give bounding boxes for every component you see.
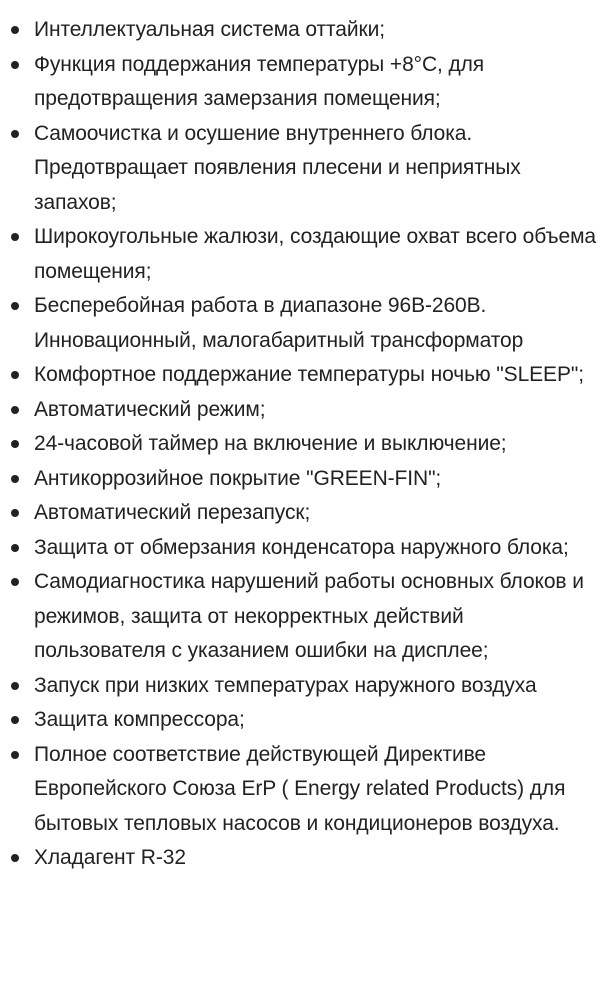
list-item (0, 531, 600, 566)
bullet-icon (11, 130, 19, 138)
bullet-icon (11, 682, 19, 690)
list-item-text: Защита от обмерзания конденсатора наружного блока; (34, 535, 569, 559)
list-item (0, 358, 600, 393)
features-list (0, 13, 600, 876)
list-item (0, 669, 600, 704)
list-item-text: 24-часовой таймер на включение и выключение; (34, 432, 507, 455)
list-item (0, 427, 600, 462)
list-item-text: Полное соответствие действующей Директиве Европейского Союза ErP ( Energy related Products) для бытовых тепловых насосов и кондиционеров воздуха. (34, 742, 566, 835)
bullet-icon (11, 371, 19, 379)
bullet-icon (11, 544, 19, 552)
list-item-text: Бесперебойная работа в диапазоне 96В-260В. Инновационный, малогабаритный трансформатор (34, 294, 524, 352)
list-item (0, 565, 600, 669)
list-item-text: Антикоррозийное покрытие "GREEN-FIN"; (34, 466, 442, 490)
list-item-text: Самодиагностика нарушений работы основных блоков и режимов, защита от некорректных действий пользователя с указанием ошибки на дисплее; (34, 570, 584, 662)
bullet-icon (11, 716, 19, 724)
list-item-text: Автоматический перезапуск; (34, 501, 311, 524)
list-item-text: Запуск при низких температурах наружного воздуха (34, 673, 537, 697)
list-item (0, 48, 600, 117)
bullet-icon (11, 233, 19, 241)
list-item-text: Функция поддержания температуры +8°С, для предотвращения замерзания помещения; (34, 52, 485, 110)
bullet-icon (11, 302, 19, 310)
bullet-icon (11, 26, 19, 34)
bullet-icon (11, 475, 19, 483)
list-item-text: Хладагент R-32 (34, 846, 186, 869)
bullet-icon (11, 509, 19, 517)
list-item-text: Широкоугольные жалюзи, создающие охват всего объема помещения; (34, 225, 597, 283)
list-item (0, 13, 600, 48)
list-item-text: Интеллектуальная система оттайки; (34, 18, 385, 41)
bullet-icon (11, 406, 19, 414)
bullet-icon (11, 61, 19, 69)
list-item (0, 703, 600, 738)
bullet-icon (11, 854, 19, 862)
list-item (0, 496, 600, 531)
bullet-icon (11, 578, 19, 586)
list-item-text: Комфортное поддержание температуры ночью "SLEEP"; (34, 363, 584, 386)
bullet-icon (11, 751, 19, 759)
list-item (0, 462, 600, 497)
list-item (0, 738, 600, 842)
list-item (0, 393, 600, 428)
list-item (0, 289, 600, 358)
list-item (0, 841, 600, 876)
list-item (0, 220, 600, 289)
list-item-text: Автоматический режим; (34, 397, 266, 421)
list-item (0, 117, 600, 221)
list-item-text: Защита компрессора; (34, 708, 245, 731)
bullet-icon (11, 440, 19, 448)
list-item-text: Самоочистка и осушение внутреннего блока. Предотвращает появления плесени и неприятных запахов; (34, 121, 521, 214)
